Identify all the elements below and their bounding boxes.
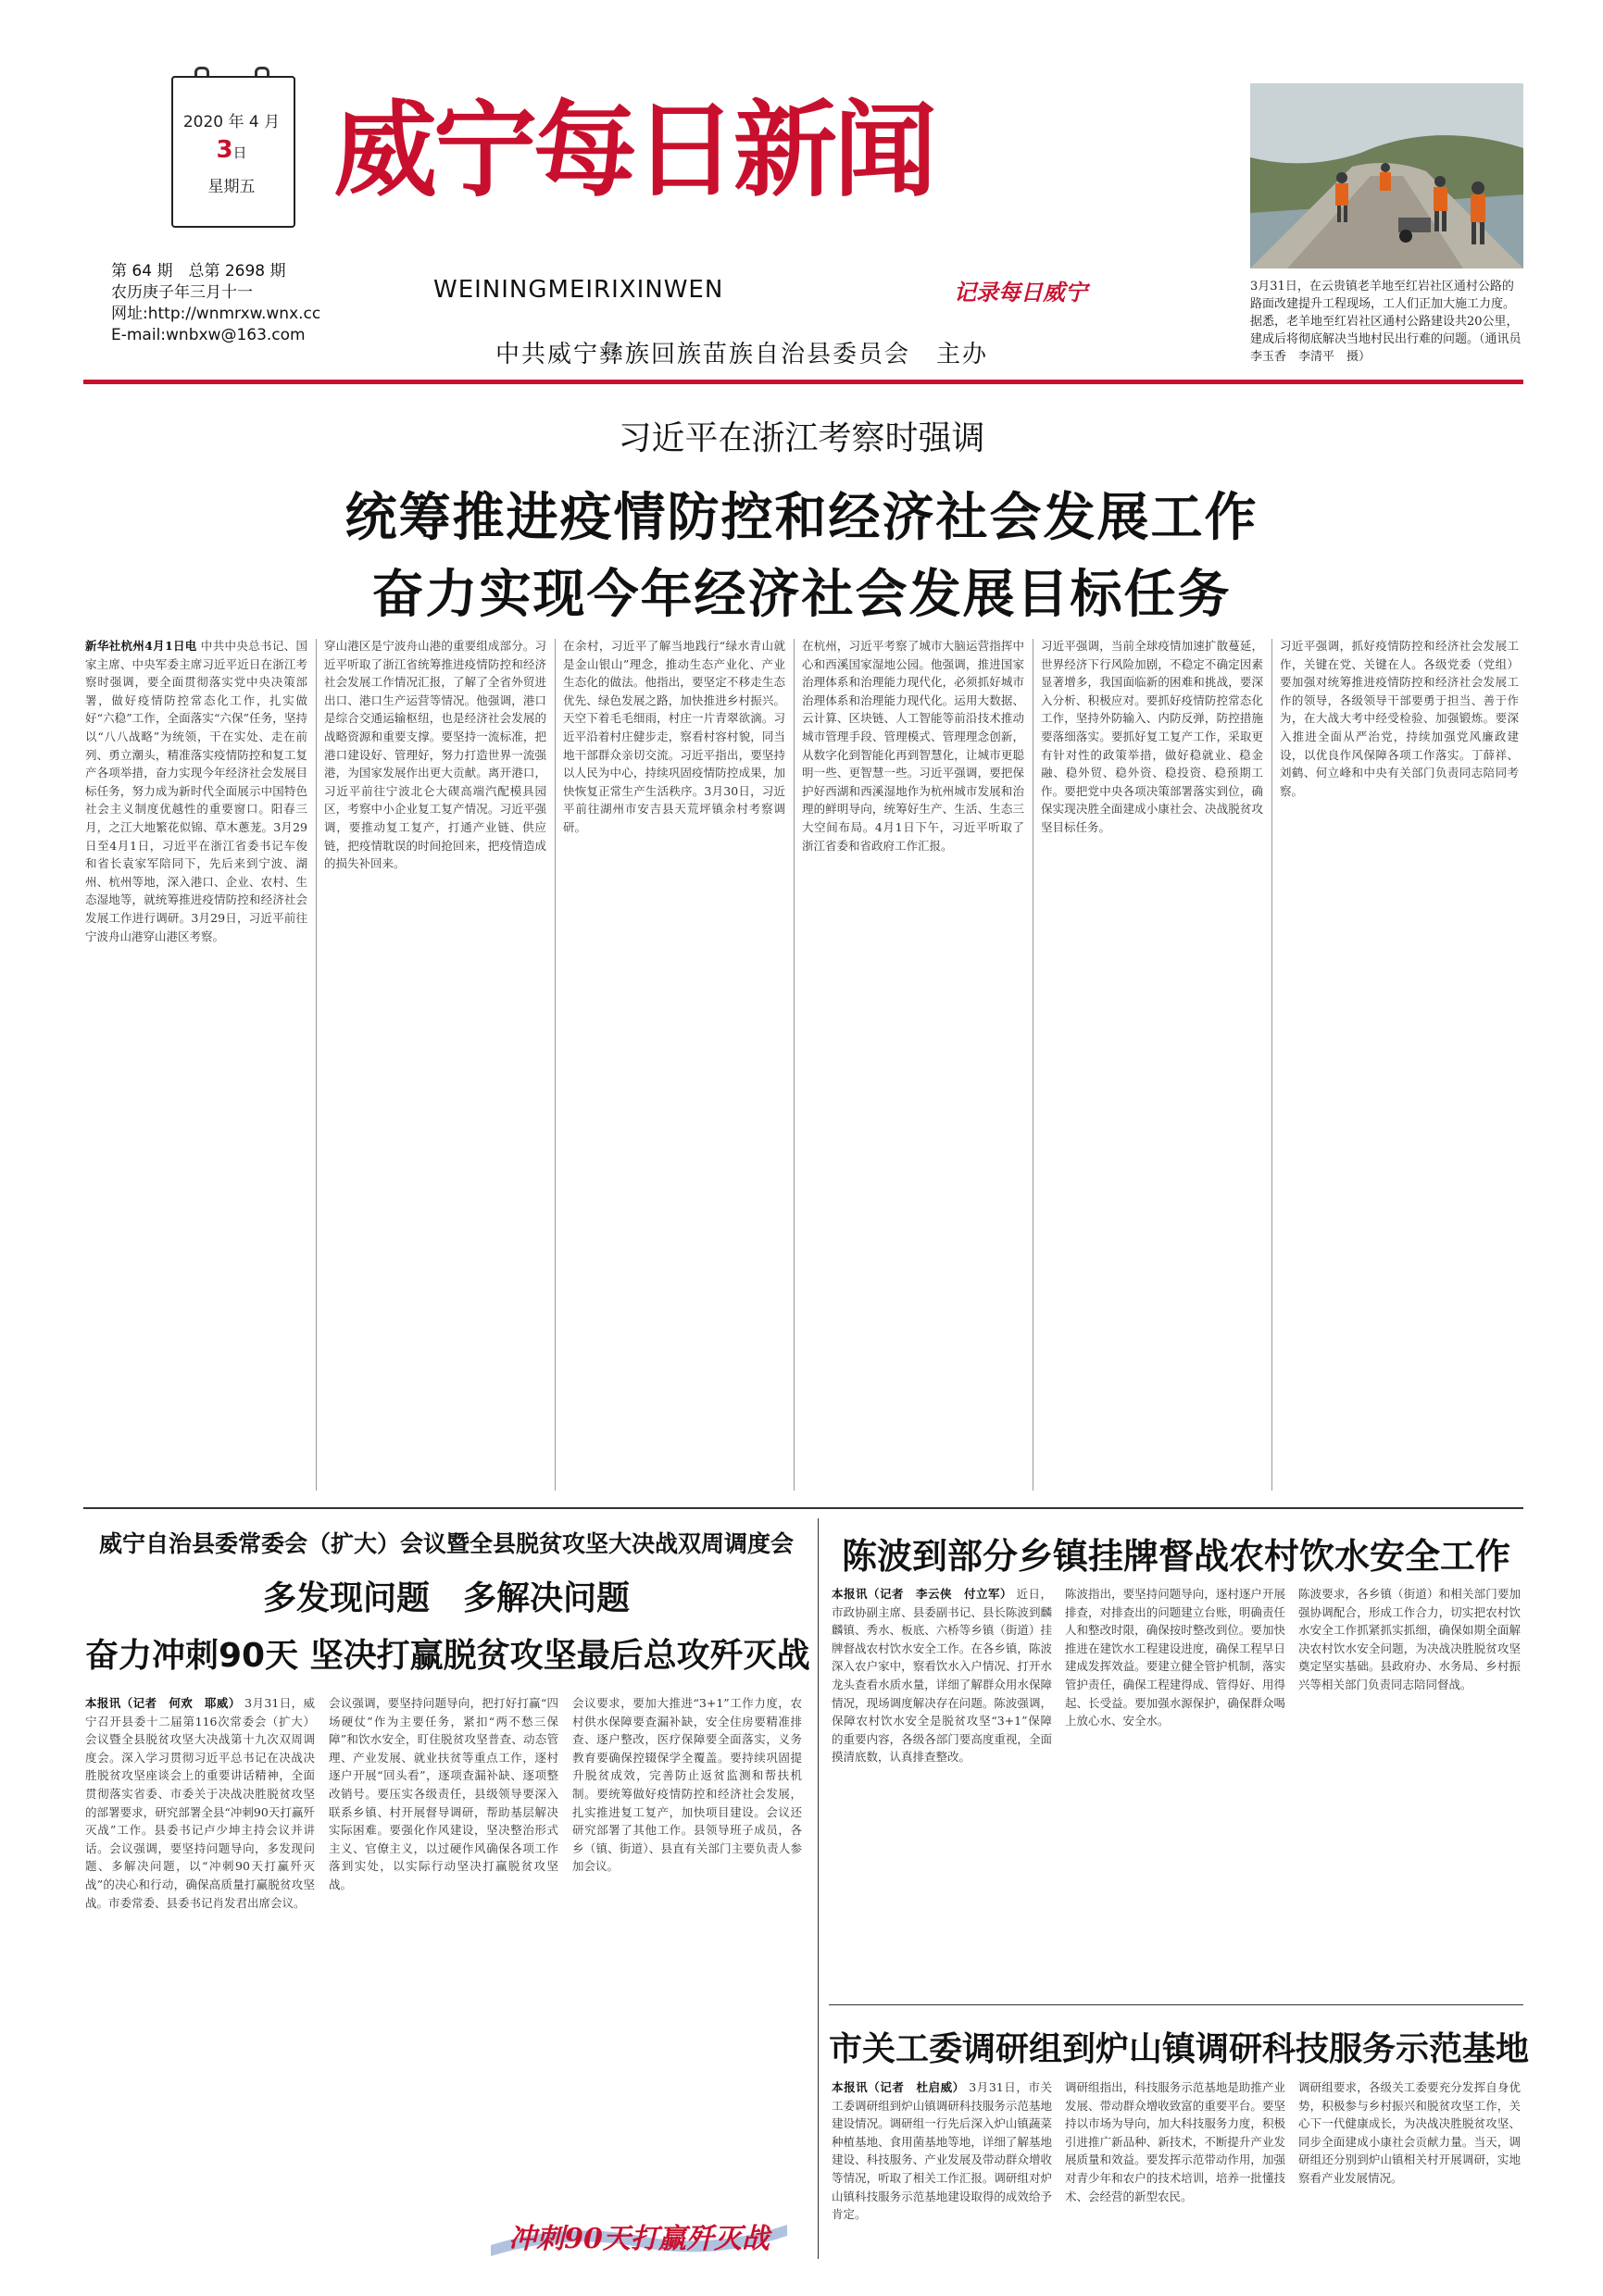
- right-1-column-2: 陈波指出，要坚持问题导向，逐村逐户开展排查，对排查出的问题建立台账，明确责任人和整改时限，确保按时整改到位。要加快推进在建饮水工程建设进度，确保工程早日建成发挥效益。要建立健全管护机制，落实管护责任，确保工程建得成、管得好、用得起、长受益。要加强水源保护，确保群众喝上放心水、安全水。: [1065, 1587, 1285, 1728]
- right-2-text: 3月31日，市关工委调研组到炉山镇调研科技服务示范基地建设情况。调研组一行先后深入炉山镇蔬菜种植基地、食用菌基地等地，详细了解基地建设、科技服务、产业发展及带动群众增收等情况，听取了相关工作汇报。调研组对炉山镇科技服务示范基地建设取得的成效给予肯定。: [832, 2080, 1052, 2222]
- right-1-column-1: [832, 1585, 1052, 1992]
- masthead-slogan: 记录每日威宁: [954, 279, 1087, 306]
- column-divider: [555, 639, 556, 1491]
- date-day-unit: 日: [232, 144, 247, 161]
- lead-column-1: [85, 637, 307, 1493]
- right-2-column-2: 调研组指出，科技服务示范基地是助推产业发展、带动群众增收致富的重要平台。要坚持以市场为导向，加大科技服务力度，积极引进推广新品种、新技术，不断提升产业发展质量和效益。要发挥示范带动作用，加强对青少年和农户的技术培训，培养一批懂技术、会经营的新型农民。: [1065, 2080, 1285, 2203]
- right-1-byline: 本报讯（记者 李云侠 付立军）: [832, 1587, 1012, 1601]
- lead-headline-2: 奋力实现今年经济社会发展目标任务: [371, 565, 1232, 625]
- road-construction-photo: [1250, 83, 1523, 268]
- photo-caption: 3月31日，在云贵镇老羊地至红岩社区通村公路的路面改建提升工程现场，工人们正加大施工力度。据悉，老羊地至红岩社区通村公路建设共20公里，建成后将彻底解决当地村民出行难的问题。（通讯员 李玉香 李清平 摄）: [1250, 280, 1534, 364]
- issue-number: 第 64 期 总第 2698 期: [111, 262, 286, 281]
- lead-column-3: 在余村，习近平了解当地践行“绿水青山就是金山银山”理念，推动生态产业化、产业生态化的做法。他指出，要坚定不移走生态优先、绿色发展之路，加快推进乡村振兴。天空下着毛毛细雨，村庄一片青翠欲滴。习近平沿着村庄健步走，察看村容村貌，同当地干部群众亲切交流。习近平指出，要坚持以人民为中心，持续巩固疫情防控成果，加快恢复正常生产生活秩序。3月30日，习近平前往湖州市安吉县天荒坪镇余村考察调研。: [563, 639, 785, 834]
- date-day-number: 3: [216, 136, 233, 164]
- lead-column-4: 在杭州，习近平考察了城市大脑运营指挥中心和西溪国家湿地公园。他强调，推进国家治理体系和治理能力现代化，必须抓好城市治理体系和治理能力现代化。运用大数据、云计算、区块链、人工智能等前沿技术推动城市管理手段、管理模式、管理理念创新，从数字化到智能化再到智慧化，让城市更聪明一些、更智慧一些。习近平强调，要把保护好西湖和西溪湿地作为杭州城市发展和治理的鲜明导向，统筹好生产、生活、生态三大空间布局。4月1日下午，习近平听取了浙江省委和省政府工作汇报。: [802, 639, 1024, 853]
- left-column-2: 会议强调，要坚持问题导向，把打好打赢“四场硬仗”作为主要任务，紧扣“两不愁三保障”和饮水安全，盯住脱贫攻坚普查、动态管理、产业发展、就业扶贫等重点工作，逐村逐户开展“回头看”，逐项查漏补缺、逐项整改销号。要压实各级责任，县级领导要深入联系乡镇、村开展督导调研，帮助基层解决实际困难。要强化作风建设，坚决整治形式主义、官僚主义，以过硬作风确保各项工作落到实处，以实际行动坚决打赢脱贫攻坚战。: [329, 1696, 558, 1891]
- date-day: [171, 136, 292, 164]
- left-headline-1: 多发现问题 多解决问题: [262, 1579, 630, 1617]
- left-byline: 本报讯（记者 何欢 耶威）: [85, 1696, 241, 1710]
- lead-column-5: 习近平强调，当前全球疫情加速扩散蔓延，世界经济下行风险加剧，不稳定不确定因素显著增多，我国面临新的困难和挑战，要深入分析、积极应对。要抓好疫情防控常态化工作，坚持外防输入、内防反弹，防控措施要落细落实。要抓好复工复产工作，采取更有针对性的政策举措，做好稳就业、稳金融、稳外贸、稳外资、稳投资、稳预期工作。要把党中央各项决策部署落实到位，确保实现决胜全面建成小康社会、决战脱贫攻坚目标任务。: [1041, 639, 1263, 834]
- left-text: 3月31日，威宁召开县委十二届第116次常委会（扩大）会议暨全县脱贫攻坚大决战第十九次双周调度会。深入学习贯彻习近平总书记在决战决胜脱贫攻坚座谈会上的重要讲话精神，全面贯彻落实省委、市委关于决战决胜脱贫攻坚的部署要求，研究部署全县“冲刺90天打赢歼灭战”工作。县委书记卢少坤主持会议并讲话。会议强调，要坚持问题导向，多发现问题、多解决问题，以“冲刺90天打赢歼灭战”的决心和行动，确保高质量打赢脱贫攻坚战。市委常委、县委书记肖发君出席会议。: [85, 1696, 315, 1910]
- masthead-title: 威宁每日新闻: [333, 90, 933, 211]
- right-1-column-3: 陈波要求，各乡镇（街道）和相关部门要加强协调配合，形成工作合力，切实把农村饮水安全工作抓紧抓实抓细，确保如期全面解决农村饮水安全问题，为决战决胜脱贫攻坚奠定坚实基础。县政府办、水务局、乡村振兴等相关部门负责同志陪同督战。: [1298, 1587, 1521, 1691]
- left-kicker: 威宁自治县委常委会（扩大）会议暨全县脱贫攻坚大决战双周调度会: [98, 1530, 794, 1557]
- right-2-column-3: 调研组要求，各级关工委要充分发挥自身优势，积极参与乡村振兴和脱贫攻坚工作，关心下一代健康成长，为决战决胜脱贫攻坚、同步全面建成小康社会贡献力量。当天，调研组还分别到炉山镇相关村开展调研，实地察看产业发展情况。: [1298, 2080, 1521, 2185]
- left-column-1: [85, 1694, 315, 2250]
- right-2-column-1: [832, 2078, 1052, 2259]
- date-weekday: 星期五: [207, 178, 256, 196]
- right-1-text: 近日，市政协副主席、县委副书记、县长陈波到麟麟镇、秀水、板底、六桥等乡镇（街道）挂牌督战农村饮水安全工作。在各乡镇，陈波深入农户家中，察看饮水入户情况、打开水龙头查看水质水量，详细了解群众用水保障情况，现场调度解决存在问题。陈波强调，保障农村饮水安全是脱贫攻坚“3+1”保障的重要内容，各级各部门要高度重视，全面摸清底数，认真排查整改。: [832, 1587, 1052, 1765]
- section-vertical-divider: [818, 1518, 819, 2259]
- lead-column-2: 穿山港区是宁波舟山港的重要组成部分。习近平听取了浙江省统筹推进疫情防控和经济社会发展工作情况汇报，了解了全省外贸进出口、港口生产运营等情况。他强调，港口是综合交通运输枢纽，也是经济社会发展的战略资源和重要支撑。要坚持一流标准，把港口建设好、管理好，努力打造世界一流强港，为国家发展作出更大贡献。离开港口，习近平前往宁波北仑大碶高端汽配模具园区，考察中小企业复工复产情况。习近平强调，要推动复工复产，打通产业链、供应链，把疫情耽误的时间抢回来，把疫情造成的损失补回来。: [324, 639, 546, 871]
- right-2-headline: 市关工委调研组到炉山镇调研科技服务示范基地: [829, 2030, 1530, 2068]
- campaign-banner-text: 冲刺90天打赢歼灭战: [508, 2223, 770, 2255]
- date-year-month: 2020 年 4 月: [182, 113, 281, 131]
- masthead-sponsor: 中共威宁彝族回族苗族自治县委员会 主办: [495, 341, 989, 368]
- lead-text: 中共中央总书记、国家主席、中央军委主席习近平近日在浙江考察时强调，要全面贯彻落实党中央决策部署，做好疫情防控常态化工作，扎实做好“六稳”工作，全面落实“六保”任务，坚持以“八八战略”为统领，干在实处、走在前列、勇立潮头，精准落实疫情防控和复工复产各项举措，奋力实现今年经济社会发展目标任务，努力成为新时代全面展示中国特色社会主义制度优越性的重要窗口。阳春三月，之江大地繁花似锦、草木蔥茏。3月29日至4月1日，习近平在浙江省委书记车俊和省长袁家军陪同下，先后来到宁波、湖州、杭州等地，深入港口、企业、农村、生态湿地等，就统筹推进疫情防控和经济社会发展工作进行调研。3月29日，习近平前往宁波舟山港穿山港区考察。: [85, 639, 307, 943]
- column-divider: [794, 639, 795, 1491]
- lead-dateline: 新华社杭州4月1日电: [85, 639, 197, 653]
- lead-headline-1: 统筹推进疫情防控和经济社会发展工作: [344, 488, 1259, 548]
- left-headline-2: 奋力冲刺90天 坚决打赢脱贫攻坚最后总攻歼灭战: [85, 1637, 810, 1675]
- column-divider: [1271, 639, 1272, 1491]
- lead-kicker: 习近平在浙江考察时强调: [618, 419, 985, 457]
- section-divider: [83, 1507, 1523, 1509]
- right-2-byline: 本报讯（记者 杜启威）: [832, 2080, 965, 2094]
- lead-column-6: 习近平强调，抓好疫情防控和经济社会发展工作，关键在党、关键在人。各级党委（党组）要加强对统筹推进疫情防控和经济社会发展工作的领导，各级领导干部要勇于担当、善于作为，在大战大考中经受检验、加强锻炼。要深入推进全面从严治党，持续加强党风廉政建设，以优良作风保障各项工作落实。丁薛祥、刘鹤、何立峰和中央有关部门负责同志陪同考察。: [1280, 639, 1519, 798]
- right-1-headline: 陈波到部分乡镇挂牌督战农村饮水安全工作: [841, 1536, 1510, 1577]
- campaign-banner: [482, 2208, 796, 2259]
- lunar-date: 农历庚子年三月十一: [111, 283, 253, 302]
- column-divider: [316, 639, 317, 1491]
- left-column-3: 会议要求，要加大推进“3+1”工作力度，农村供水保障要查漏补缺，安全住房要精准排查、逐户整改，医疗保障要全面落实，义务教育要确保控辍保学全覆盖。要持续巩固提升脱贫成效，完善防止返贫监测和帮扶机制。要统筹做好疫情防控和经济社会发展，扎实推进复工复产，加快项目建设。会议还研究部署了其他工作。县领导班子成员，各乡（镇、街道）、县直有关部门主要负责人参加会议。: [572, 1696, 802, 1874]
- website[interactable]: 网址:http://wnmrxw.wnx.cc: [111, 305, 321, 323]
- issue-info: [111, 261, 320, 346]
- section-divider: [829, 2004, 1523, 2005]
- email[interactable]: E-mail:wnbxw@163.com: [111, 326, 306, 344]
- masthead-divider: [83, 380, 1523, 384]
- calendar-icon: [106, 67, 329, 247]
- masthead-pinyin: WEININGMEIRIXINWEN: [433, 276, 724, 304]
